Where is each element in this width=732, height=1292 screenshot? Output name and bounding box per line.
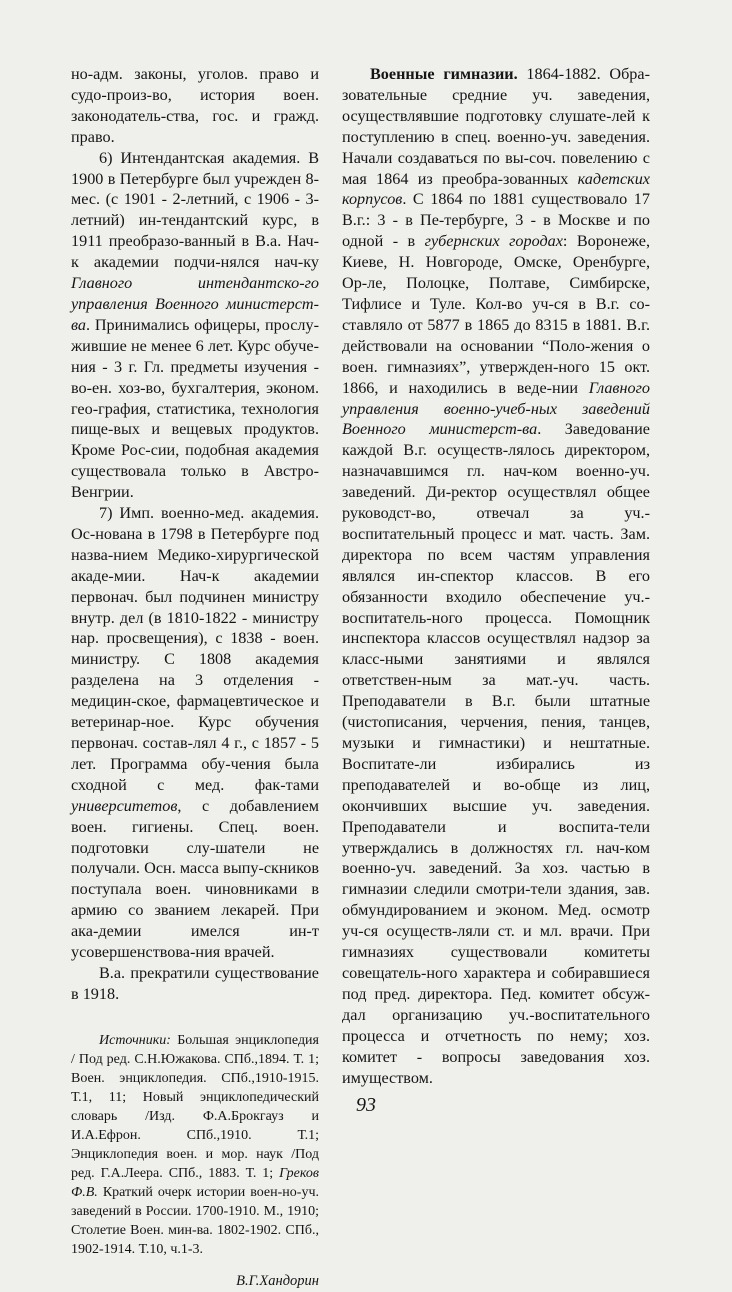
italic-reference: Главного интендантско-го управления Военного министерст-ва [71, 274, 319, 334]
italic-reference: университетов [71, 796, 178, 815]
italic-reference: кадетских корпусов [342, 169, 650, 209]
text-segment: 1864-1882. Обра-зовательные средние уч. заведения, осуществлявшие подготовку слушате-лей к поступлению в спец. военно-уч. заведения. Начали создаваться по вы-соч. повелению с мая 1864 из преобра-зованных [342, 65, 650, 188]
paragraph-law-subjects: но-адм. законы, уголов. право и судо-произ-во, история воен. законодатель-ства, гос. и гражд. право. [71, 65, 319, 146]
text-segment: . С 1864 по 1881 существовало 17 В.г.: 3 - в Пе-тербурге, 3 - в Москве и по одной - в [342, 190, 650, 251]
paragraph-medical-academy [71, 503, 319, 963]
paragraph-intendant-academy [71, 148, 319, 503]
sources-block [71, 1031, 319, 1259]
article-military-gymnasiums [342, 64, 650, 1088]
paragraph-closure: В.а. прекратили существование в 1918. [71, 963, 319, 1003]
sources-label: Источники: [99, 1032, 171, 1048]
italic-reference: губернских городах [424, 232, 563, 251]
text-segment: Краткий очерк истории воен-но-уч. заведений в России. 1700-1910. М., 1910; Столетие Воен. мин-ва. 1802-1902. СПб., 1902-1914. Т.10, ч.1-3. [71, 1184, 319, 1257]
text-segment: 6) Интендантская академия. В 1900 в Петербурге был учрежден 8-мес. (с 1901 - 2-летний, с 1906 - 3-летний) ин-тендантский курс, в 1911 преобразо-ванный в В.а. Нач-к академии подчи-нялся нач-ку [71, 148, 319, 272]
page-number: 93 [356, 1094, 376, 1116]
right-column [342, 64, 650, 1088]
text-segment: . Принимались офицеры, прослу-жившие не менее 6 лет. Курс обуче-ния - 3 г. Гл. предметы изучения - во-ен. хоз-во, бухгалтерия, эконом. гео-графия, статистика, технология пище-вых и вещевых продуктов. Кроме Рос-сии, подобная академия существовала только в Австро-Венгрии. [71, 315, 319, 502]
text-segment: , с добавлением воен. гигиены. Спец. воен. подготовки слу-шатели не получали. Осн. масса выпу-скников поступала воен. чиновниками в армию со званием лекарей. При ака-демии имелся ин-т усовершенствова-ния врачей. [71, 796, 319, 962]
italic-reference: Греков Ф.В. [71, 1165, 319, 1200]
text-segment: . Заведование каждой В.г. осуществ-лялось директором, назначавшимся гл. нач-ком военно-уч. заведений. Ди-ректор осуществлял общее руководст-во, отвечал за уч.-воспитательный процесс и мат. часть. Зам. директора по всем частям управления являлся ин-спектор классов. В его обязанности входило обеспечение уч.-воспитатель-ного процесса. Помощник инспектора классов осуществлял надзор за класс-ными занятиями и являлся ответствен-ным за мат.-уч. часть. Преподаватели в В.г. были штатные (чистописания, черчения, пения, танцев, музыки и гимнастики) и нештатные. Воспитате-ли избирались из преподавателей и во-обще из лиц, окончивших высшие уч. заведения. Преподаватели и воспита-тели утверждались в должностях гл. нач-ком военно-уч. заведений. За хоз. частью в гимназии следили смотри-тели здания, зав. обмундированием и эконом. Мед. осмотр уч-ся осуществ-ляли ст. и мл. врачи. При гимназиях существовали комитеты совещатель-ного характера и собиравшиеся под пред. директора. Пед. комитет обсуж-дал организацию уч.-воспитательного процесса и отчетность по нему; хоз. комитет - вопросы заведования хоз. имуществом. [342, 420, 650, 1087]
author-signature: В.Г.Хандорин [236, 1272, 319, 1289]
text-segment: : Воронеже, Киеве, Н. Новгороде, Омске, Оренбурге, Ор-ле, Полоцке, Полтаве, Симбирске, Тифлисе и Туле. Кол-во уч-ся в В.г. со-ставляло от 5877 в 1865 до 8315 в 1881. В.г. действовали на основании “Поло-жения о воен. гимназиях”, утвержден-ного 15 окт. 1866, и находились в веде-нии [342, 232, 650, 397]
article-heading: Военные гимназии. [370, 65, 518, 83]
italic-reference: Главного управления военно-учеб-ных заведений Военного министерст-ва [342, 378, 650, 439]
text-segment: 7) Имп. военно-мед. академия. Ос-нована в 1798 в Петербурге под назва-нием Медико-хирургической акаде-мии. Нач-к академии первонач. был подчинен министру внутр. дел (в 1810-1822 - министру нар. просвещения), с 1838 - воен. министру. С 1808 академия разделена на 3 отделения - медицин-ское, фармацевтическое и ветеринар-ное. Курс обучения первонач. состав-лял 4 г., с 1857 - 5 лет. Программа обу-чения была сходной с мед. фак-тами [71, 504, 319, 794]
text-segment: Большая энциклопедия / Под ред. С.Н.Южакова. СПб.,1894. Т. 1; Воен. энциклопедия. СПб.,1910-1915. Т.1, 11; Новый энциклопедический словарь /Изд. Ф.А.Брокгауз и И.А.Ефрон. СПб.,1910. Т.1; Энциклопедия воен. и мор. наук /Под ред. Г.А.Леера. СПб., 1883. Т. 1; [71, 1032, 319, 1181]
